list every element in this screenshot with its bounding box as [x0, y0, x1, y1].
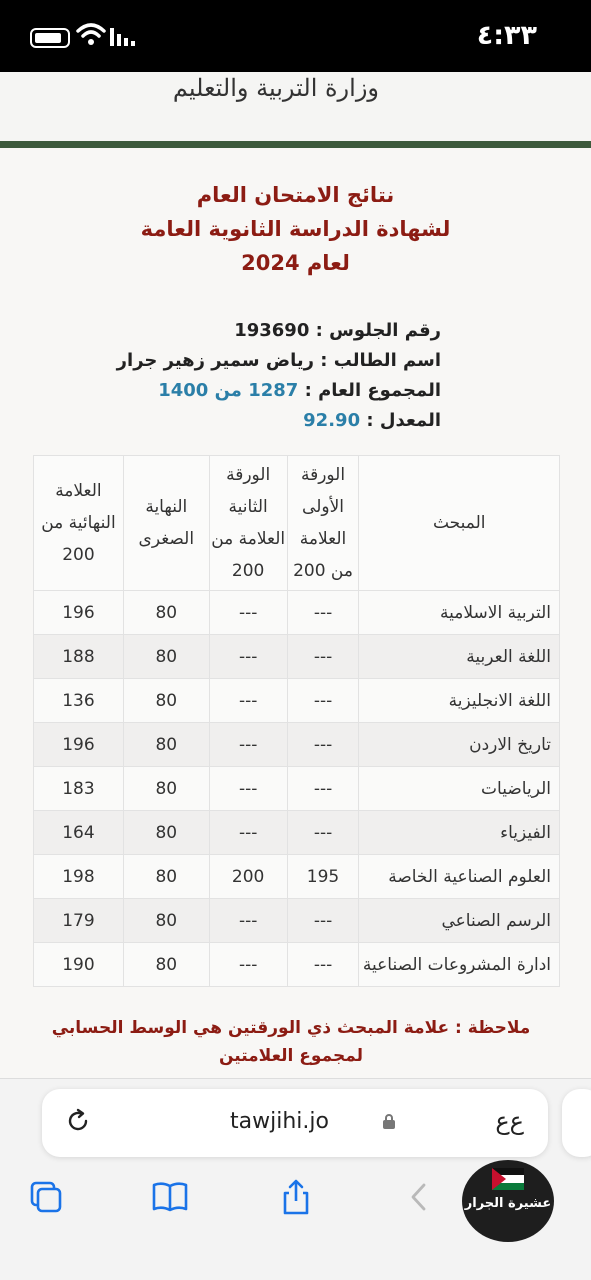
header-paper2: الورقة الثانية العلامة من 200	[209, 456, 287, 591]
ministry-title: وزارة التربية والتعليم	[172, 74, 379, 102]
cell-paper1: ---	[287, 679, 359, 723]
table-row	[34, 855, 560, 899]
cell-final: 183	[34, 767, 124, 811]
cell-subject: الرياضيات	[359, 767, 560, 811]
average-value: 92.90	[303, 410, 361, 431]
battery-icon	[30, 28, 70, 48]
cell-subject: الفيزياء	[359, 811, 560, 855]
header-minimum: النهاية الصغرى	[123, 456, 209, 591]
cell-minimum: 80	[123, 943, 209, 987]
name-value: رياض سمير زهير جرار	[116, 350, 314, 371]
url-text[interactable]: tawjihi.jo	[230, 1109, 329, 1134]
flag-icon	[492, 1168, 524, 1190]
table-row	[34, 943, 560, 987]
address-bar[interactable]	[42, 1089, 548, 1157]
table-row	[34, 679, 560, 723]
cell-subject: الرسم الصناعي	[359, 899, 560, 943]
cell-final: 190	[34, 943, 124, 987]
results-table	[33, 455, 560, 987]
cell-paper1: ---	[287, 723, 359, 767]
cell-subject: العلوم الصناعية الخاصة	[359, 855, 560, 899]
cell-minimum: 80	[123, 635, 209, 679]
average-row	[117, 406, 441, 436]
table-row	[34, 767, 560, 811]
cell-final: 198	[34, 855, 124, 899]
student-name-row	[117, 346, 441, 376]
status-time: ٤:٣٣	[476, 20, 537, 51]
signal-icon	[110, 26, 136, 46]
next-tab-preview[interactable]	[562, 1089, 591, 1157]
cell-paper1: ---	[287, 635, 359, 679]
table-row	[34, 591, 560, 635]
watermark-logo	[462, 1160, 554, 1242]
cell-paper1: ---	[287, 899, 359, 943]
name-label: اسم الطالب :	[313, 350, 441, 371]
table-row	[34, 899, 560, 943]
results-content	[0, 148, 591, 1078]
results-heading	[0, 178, 591, 280]
cell-minimum: 80	[123, 855, 209, 899]
cell-subject: التربية الاسلامية	[359, 591, 560, 635]
header-paper1: الورقة الأولى العلامة من 200	[287, 456, 359, 591]
lock-icon	[382, 1113, 396, 1129]
cell-paper1: ---	[287, 811, 359, 855]
cell-final: 164	[34, 811, 124, 855]
heading-line-2: لشهادة الدراسة الثانوية العامة	[140, 217, 451, 241]
tabs-icon[interactable]	[26, 1177, 66, 1217]
table-header-row	[34, 456, 560, 591]
cell-subject: اللغة العربية	[359, 635, 560, 679]
cell-subject: ادارة المشروعات الصناعية	[359, 943, 560, 987]
header-final: العلامة النهائية من 200	[34, 456, 124, 591]
cell-paper2: 200	[209, 855, 287, 899]
status-bar	[0, 0, 591, 72]
cell-minimum: 80	[123, 811, 209, 855]
cell-minimum: 80	[123, 723, 209, 767]
cell-final: 188	[34, 635, 124, 679]
cell-paper2: ---	[209, 591, 287, 635]
total-value: 1287 من 1400	[158, 380, 299, 401]
seat-value: 193690	[234, 320, 310, 341]
seat-label: رقم الجلوس :	[309, 320, 441, 341]
cell-paper2: ---	[209, 679, 287, 723]
cell-minimum: 80	[123, 679, 209, 723]
cell-minimum: 80	[123, 767, 209, 811]
cell-final: 196	[34, 591, 124, 635]
total-label: المجموع العام :	[298, 380, 441, 401]
cell-final: 179	[34, 899, 124, 943]
heading-line-3: لعام 2024	[241, 251, 350, 275]
cell-paper2: ---	[209, 811, 287, 855]
logo-text: عشيرة الجرار	[464, 1196, 552, 1211]
cell-paper1: ---	[287, 591, 359, 635]
cell-paper2: ---	[209, 635, 287, 679]
cell-minimum: 80	[123, 591, 209, 635]
cell-paper1: ---	[287, 767, 359, 811]
cell-paper1: 195	[287, 855, 359, 899]
cell-paper2: ---	[209, 723, 287, 767]
student-info	[117, 316, 441, 436]
cell-paper2: ---	[209, 767, 287, 811]
share-icon[interactable]	[276, 1177, 316, 1217]
cell-minimum: 80	[123, 899, 209, 943]
total-row	[117, 376, 441, 406]
cell-final: 196	[34, 723, 124, 767]
header-subject: المبحث	[359, 456, 560, 591]
heading-line-1: نتائج الامتحان العام	[196, 183, 395, 207]
cell-subject: تاريخ الاردن	[359, 723, 560, 767]
bookmarks-icon[interactable]	[150, 1177, 190, 1217]
site-header	[0, 72, 591, 142]
average-label: المعدل :	[360, 410, 441, 431]
table-row	[34, 811, 560, 855]
cell-paper2: ---	[209, 943, 287, 987]
reload-icon[interactable]	[64, 1107, 92, 1135]
wifi-icon	[76, 22, 106, 46]
results-note: ملاحظة : علامة المبحث ذي الورقتين هي الوسط الحسابي لمجموع العلامتين	[51, 1018, 531, 1066]
table-row	[34, 723, 560, 767]
header-divider	[0, 141, 591, 148]
cell-paper1: ---	[287, 943, 359, 987]
table-row	[34, 635, 560, 679]
cell-final: 136	[34, 679, 124, 723]
back-icon[interactable]	[400, 1177, 440, 1217]
cell-paper2: ---	[209, 899, 287, 943]
reader-options-button[interactable]: ﻉﻉ	[495, 1107, 524, 1135]
cell-subject: اللغة الانجليزية	[359, 679, 560, 723]
seat-number-row	[117, 316, 441, 346]
